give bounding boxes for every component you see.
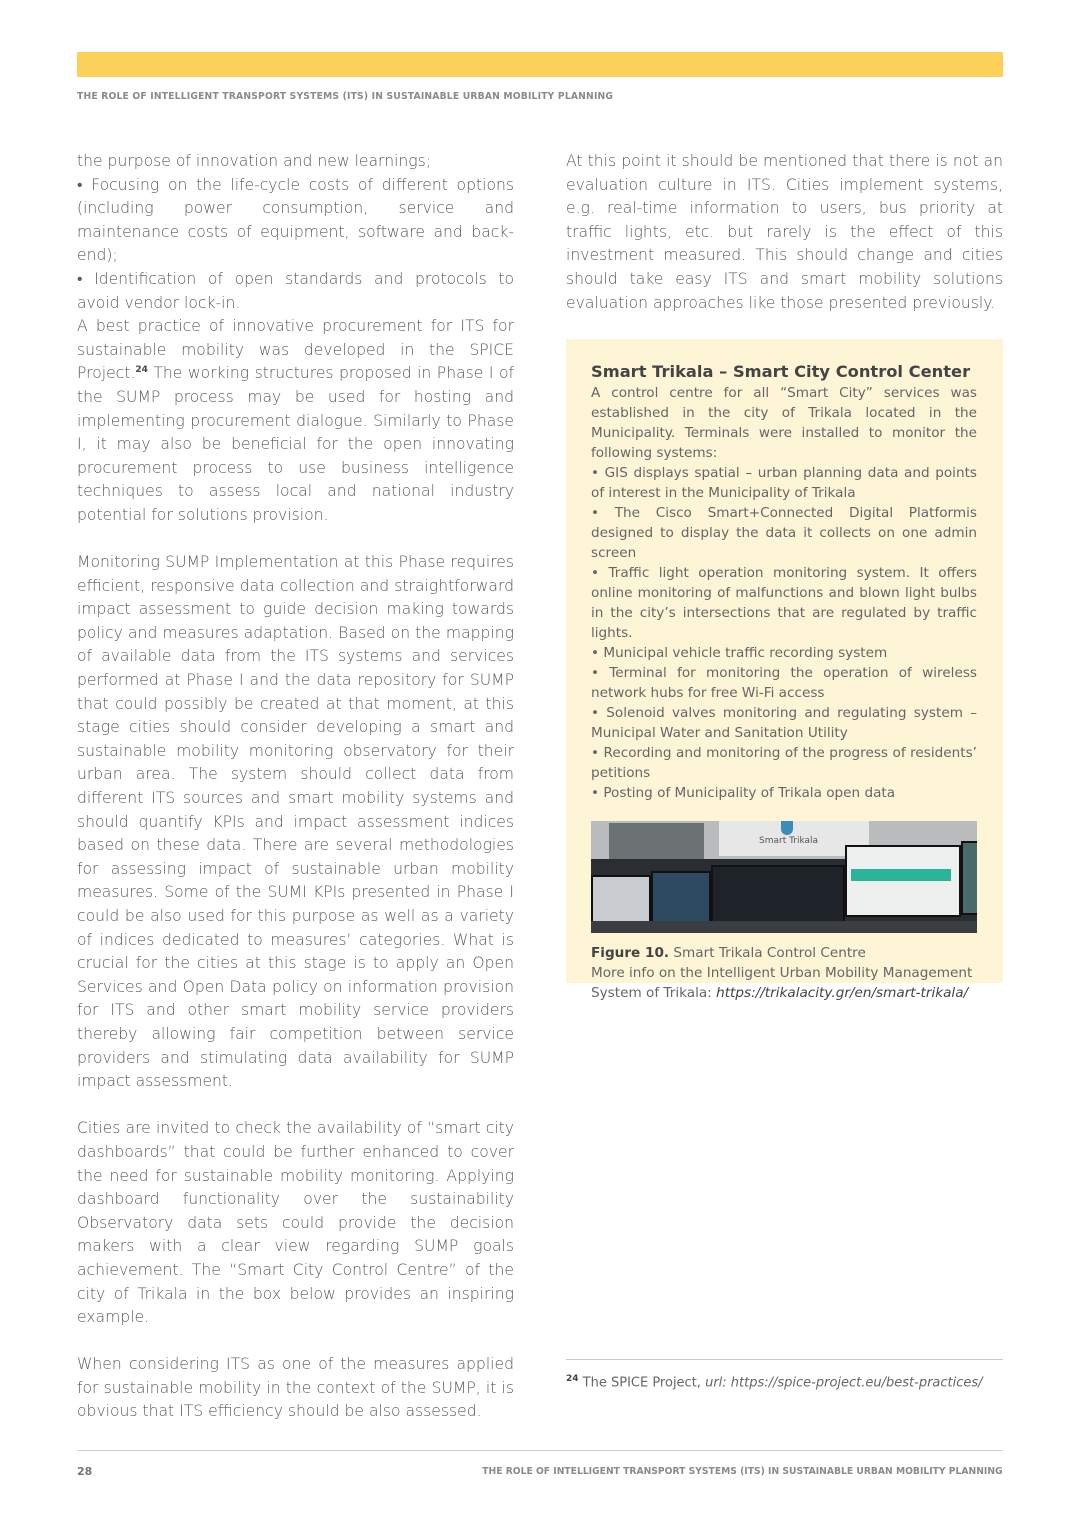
paragraph-line: the purpose of innovation and new learnings; xyxy=(77,152,432,170)
box-list-item: • Traffic light operation monitoring system. It offers online monitoring of malfunctions and blown light bulbs in the city’s intersections that are regulated by traffic lights. xyxy=(591,565,977,641)
box-list-item: • GIS displays spatial – urban planning data and points of interest in the Municipality of Trikala xyxy=(591,465,977,501)
photo-desk xyxy=(591,921,977,933)
footnote-reference[interactable]: 24 xyxy=(135,365,148,376)
footnote-url-link[interactable]: url: https://spice-project.eu/best-practices/ xyxy=(705,1375,983,1391)
photo-monitor-bar xyxy=(851,869,951,881)
photo-monitor-side xyxy=(961,841,977,915)
photo-sign-text: Smart Trikala xyxy=(759,836,819,846)
control-centre-photo xyxy=(591,821,977,933)
box-list-item: • Posting of Municipality of Trikala open data xyxy=(591,785,896,801)
photo-monitor-map xyxy=(591,875,651,927)
footnote-number: 24 xyxy=(566,1374,579,1384)
photo-monitor-dark-map xyxy=(651,871,711,925)
page-number: 28 xyxy=(77,1465,93,1478)
figure-url-link[interactable]: https://trikalacity.gr/en/smart-trikala/ xyxy=(716,985,969,1001)
left-column xyxy=(77,150,514,1424)
paragraph-text: The working structures proposed in Phase I of the SUMP process may be used for hosting and implementing procurement dialogue. Similarly to Phase I, it may also be beneficial for the open innovating procurement process to use business intelligence techniques to assess local and national industry potential for solutions provision. xyxy=(77,364,514,524)
footer-divider xyxy=(77,1450,1003,1451)
box-list-item: • Municipal vehicle traffic recording system xyxy=(591,645,888,661)
box-list-item: • The Cisco Smart+Connected Digital Platformis designed to display the data it collects on one admin screen xyxy=(591,505,977,561)
case-study-box xyxy=(566,339,1003,1001)
footnote xyxy=(566,1374,983,1390)
running-header: THE ROLE OF INTELLIGENT TRANSPORT SYSTEMS (ITS) IN SUSTAINABLE URBAN MOBILITY PLANNING xyxy=(77,91,614,102)
paragraph-monitoring: Monitoring SUMP Implementation at this Phase requires efficient, responsive data collection and straightforward impact assessment to guide decision making towards policy and measures adaptation. Based on the mapping of available data from the ITS systems and services performed at Phase I and the data repository for SUMP that could possibly be created at that moment, at this stage cities should consider developing a smart and sustainable mobility monitoring observatory for their urban area. The system should collect data from different ITS sources and smart mobility systems and should quantify KPIs and impact assessment indices based on these data. There are several methodologies for assessing impact of sustainable urban mobility measures. Some of the SUMI KPIs presented in Phase I could be also used for this purpose as well as a variety of indices dedicated to measures’ categories. What is crucial for the cities at this stage is to apply an Open Services and Open Data policy on information provision for ITS and other smart mobility service providers thereby allowing fair competition between service providers and stimulating data availability for SUMP impact assessment. xyxy=(77,553,514,1091)
footnote-text: The SPICE Project, xyxy=(578,1375,706,1391)
box-list-item: • Terminal for monitoring the operation of wireless network hubs for free Wi-Fi access xyxy=(591,665,977,701)
figure-caption xyxy=(591,943,977,1003)
paragraph-dashboards: Cities are invited to check the availability of “smart city dashboards” that could be further enhanced to cover the need for sustainable mobility monitoring. Applying dashboard functionality over the sustainability Observatory data sets could provide the decision makers with a clear view regarding SUMP goals achievement. The “Smart City Control Centre” of the city of Trikala in the box below provides an inspiring example. xyxy=(77,1119,514,1327)
box-list-item: • Solenoid valves monitoring and regulating system – Municipal Water and Sanitation Utility xyxy=(591,705,977,741)
paragraph-its-efficiency: When considering ITS as one of the measures applied for sustainable mobility in the context of the SUMP, it is obvious that ITS efficiency should be also assessed. xyxy=(77,1355,514,1421)
paragraph-spice xyxy=(77,315,514,527)
bullet-item: • Identification of open standards and protocols to avoid vendor lock-in. xyxy=(77,269,514,312)
photo-monitor-admin xyxy=(845,845,961,917)
box-title: Smart Trikala – Smart City Control Center xyxy=(591,362,971,381)
figure-title: Smart Trikala Control Centre xyxy=(669,945,866,961)
running-footer: THE ROLE OF INTELLIGENT TRANSPORT SYSTEMS (ITS) IN SUSTAINABLE URBAN MOBILITY PLANNING xyxy=(482,1466,1003,1477)
photo-window xyxy=(609,823,704,859)
figure-label: Figure 10. xyxy=(591,945,670,961)
footnote-divider xyxy=(566,1359,1003,1360)
box-list-item: • Recording and monitoring of the progress of residents’ petitions xyxy=(591,745,977,781)
paragraph-evaluation-culture: At this point it should be mentioned that there is not an evaluation culture in ITS. Cities implement systems, e.g. real-time information to users, bus priority at traffic lights, etc. but rarely is the effect of this investment measured. This should change and cities should take easy ITS and smart mobility solutions evaluation approaches like those presented previously. xyxy=(566,152,1003,312)
paragraph-text: A best practice of innovative procurement for ITS for sustainable mobility was developed in the SPICE Project. xyxy=(77,317,514,383)
box-body xyxy=(591,383,977,803)
box-intro: A control centre for all “Smart City” services was established in the city of Trikala located in the Municipality. Terminals were installed to monitor the following systems: xyxy=(591,385,977,461)
location-pin-icon xyxy=(781,821,793,835)
header-accent-bar xyxy=(77,52,1003,77)
right-column xyxy=(566,150,1003,315)
bullet-item: • Focusing on the life-cycle costs of different options (including power consumption, service and maintenance costs of equipment, software and back-end); xyxy=(77,175,514,265)
figure-more-info: More info on the Intelligent Urban Mobility Management System of Trikala: xyxy=(591,965,973,1001)
